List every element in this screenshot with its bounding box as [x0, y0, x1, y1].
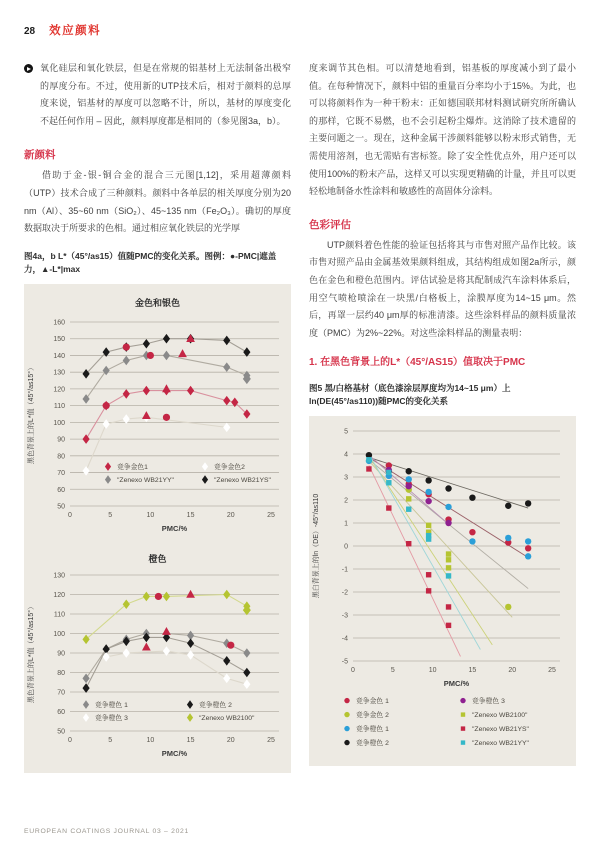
- svg-text:70: 70: [57, 469, 65, 477]
- svg-text:"Zenexo WB2100": "Zenexo WB2100": [472, 712, 528, 720]
- svg-text:PMC/%: PMC/%: [161, 748, 188, 758]
- svg-text:-3: -3: [341, 612, 348, 620]
- svg-text:100: 100: [53, 630, 65, 638]
- svg-text:5: 5: [390, 667, 395, 675]
- new-pigments-paragraph: 借助于金-银-铜合金的混合三元图[1,12]，采用超薄颜料（UTP）技术合成了三种颜料。颜料中各单层的相关厚度分别为20 nm（Al）、35~60 nm（SiO₂）、45~135 nm（Fe₂O₃）。确切的厚度数据取决于所要求的色相。通过相应氧化铁层的光学厚: [24, 170, 291, 234]
- continuation-paragraph: 度来调节其色相。可以清楚地看到，铝基板的厚度减小到了最小值。在每种情况下，颜料中铝的重量百分率均小于15%。为此，也可以将颜料作为一种干粉末：正如德国联邦材料测试研究所所确认的那样，它既不易燃，也不会引起粉尘爆炸。这消除了技术遗留的主要问题之一。现在，这种金属干涉颜料能够以粉末形式销售，无需使用溶剂，也无需贴有害标签。除了安全性优点外，用户还可以使用100%的粉末产品，这样又可以实现更精确的计量，并且可以更轻松地制备水性涂料和敏感性的高固体分涂料。: [309, 63, 576, 197]
- figure5-box: [309, 416, 576, 766]
- orange-chart-title: 橙色: [148, 553, 167, 564]
- figure4-caption: 图4a，b L*（45°/as15）值随PMC的变化关系。图例：●-PMC|遮盖力，▲-L*|max: [24, 250, 277, 274]
- svg-text:"Zenexo WB21YY": "Zenexo WB21YY": [117, 476, 174, 484]
- svg-text:0: 0: [344, 543, 348, 551]
- svg-text:竞争橙色 2: 竞争橙色 2: [356, 740, 389, 748]
- svg-text:竞争橙色 3: 竞争橙色 3: [95, 714, 128, 722]
- section-title: 效应颜料: [49, 25, 102, 37]
- svg-text:50: 50: [57, 728, 65, 736]
- svg-text:120: 120: [53, 591, 65, 599]
- svg-text:2: 2: [344, 497, 348, 505]
- svg-text:20: 20: [226, 736, 235, 744]
- svg-text:-1: -1: [341, 566, 348, 574]
- svg-text:5: 5: [108, 736, 113, 744]
- svg-text:竞争橙色 1: 竞争橙色 1: [356, 726, 389, 734]
- orange-chart: [24, 567, 291, 765]
- svg-text:90: 90: [57, 650, 65, 658]
- page-header: [24, 22, 101, 38]
- svg-text:60: 60: [57, 486, 65, 494]
- svg-text:10: 10: [146, 511, 155, 519]
- svg-text:110: 110: [53, 402, 65, 410]
- svg-text:160: 160: [53, 319, 65, 327]
- svg-text:0: 0: [68, 736, 72, 744]
- svg-text:竞争橙色 1: 竞争橙色 1: [95, 701, 128, 709]
- lead-paragraph-text: 氧化硅层和氧化铁层，但是在常规的铝基材上无法制备出极窄的厚度分布。不过，使用新的UTP技术后，相对于颜料的总厚度来说，铝基材的厚度可以忽略不计，所以，基材的厚度变化不起任何作用 – 因此，颜料厚度都是相同的（参见图3a，b）。: [40, 63, 291, 126]
- svg-text:竞争橙色 2: 竞争橙色 2: [199, 701, 232, 709]
- svg-text:25: 25: [548, 667, 556, 675]
- svg-text:80: 80: [57, 453, 65, 461]
- svg-text:25: 25: [267, 511, 275, 519]
- svg-text:1: 1: [344, 520, 348, 528]
- svg-text:90: 90: [57, 436, 65, 444]
- gold-silver-chart-title: 金色和银色: [134, 297, 180, 308]
- svg-text:130: 130: [53, 572, 65, 580]
- svg-text:PMC/%: PMC/%: [443, 679, 470, 689]
- svg-text:"Zenexo WB21YY": "Zenexo WB21YY": [472, 740, 529, 748]
- svg-text:PMC/%: PMC/%: [161, 523, 188, 533]
- svg-text:20: 20: [226, 511, 235, 519]
- svg-text:50: 50: [57, 503, 65, 511]
- svg-text:竞争金色 2: 竞争金色 2: [356, 712, 389, 720]
- journal-footer: EUROPEAN COATINGS JOURNAL 03 – 2021: [24, 828, 190, 835]
- subheading-black-background: 1. 在黑色背景上的L*（45°/AS15）值取决于PMC: [309, 357, 526, 369]
- fig5-chart: [309, 419, 576, 765]
- svg-text:黑色背景上的L*值（45°/as15°）: 黑色背景上的L*值（45°/as15°）: [28, 602, 35, 703]
- svg-text:10: 10: [428, 667, 437, 675]
- svg-text:15: 15: [468, 667, 477, 675]
- svg-text:"Zenexo WB2100": "Zenexo WB2100": [199, 714, 255, 722]
- lead-paragraph: [24, 60, 291, 130]
- svg-text:140: 140: [53, 352, 65, 360]
- svg-text:竞争金色 1: 竞争金色 1: [356, 698, 389, 706]
- svg-text:10: 10: [146, 736, 155, 744]
- svg-text:0: 0: [68, 511, 72, 519]
- svg-text:0: 0: [351, 667, 355, 675]
- page-number: 28: [24, 26, 36, 37]
- svg-text:15: 15: [186, 511, 195, 519]
- svg-text:130: 130: [53, 369, 65, 377]
- svg-text:70: 70: [57, 689, 65, 697]
- figure4-box: [24, 284, 291, 773]
- svg-text:黑白背景上的ln（DE）-45°/as110: 黑白背景上的ln（DE）-45°/as110: [313, 494, 320, 599]
- svg-text:100: 100: [53, 419, 65, 427]
- svg-text:黑色背景上的L*值（45°/as15°）: 黑色背景上的L*值（45°/as15°）: [28, 363, 35, 464]
- heading-new-pigments: 新颜料: [24, 149, 56, 162]
- svg-text:竞争金色1: 竞争金色1: [117, 463, 148, 471]
- figure5-caption: 图5 黑/白格基材（底色漆涂层厚度均为14~15 μm）上ln(DE(45°/as110))随PMC的变化关系: [309, 383, 511, 407]
- svg-text:80: 80: [57, 669, 65, 677]
- svg-text:3: 3: [344, 474, 348, 482]
- svg-text:110: 110: [53, 611, 65, 619]
- svg-text:竞争橙色 3: 竞争橙色 3: [472, 698, 505, 706]
- svg-text:-2: -2: [341, 589, 348, 597]
- svg-text:25: 25: [267, 736, 275, 744]
- gold-silver-chart: [24, 312, 291, 540]
- color-evaluation-paragraph: UTP颜料着色性能的验证包括将其与市售对照产品作比较。该市售对照产品由金属基效果颜料组成，其结构组成如图2a所示，颜色在金色和橙色范围内。评估试验是将其配制成汽车涂料体系后，用空气喷枪喷涂在一块黑/白格板上，涂膜厚度为14~15 μm。然后，再罩一层约40 μm厚的标准清漆。这些涂料样品的颜料质量浓度（PMC）为2%~22%。对这些涂料样品的测量表明：: [309, 239, 576, 338]
- continuation-arrow-icon: [24, 64, 33, 73]
- svg-text:150: 150: [53, 335, 65, 343]
- svg-text:5: 5: [344, 428, 348, 436]
- svg-text:4: 4: [344, 451, 348, 459]
- svg-text:15: 15: [186, 736, 195, 744]
- right-column: [309, 60, 576, 766]
- svg-text:120: 120: [53, 386, 65, 394]
- svg-text:-5: -5: [341, 658, 348, 666]
- svg-text:5: 5: [108, 511, 113, 519]
- fig5-chart-svg: [309, 419, 576, 765]
- svg-text:"Zenexo WB21YS": "Zenexo WB21YS": [214, 476, 271, 484]
- gold-silver-chart-svg: [24, 312, 291, 540]
- svg-text:20: 20: [508, 667, 517, 675]
- svg-text:60: 60: [57, 708, 65, 716]
- svg-text:"Zenexo WB21YS": "Zenexo WB21YS": [472, 726, 529, 734]
- svg-text:-4: -4: [341, 635, 348, 643]
- svg-text:竞争金色2: 竞争金色2: [214, 463, 245, 471]
- heading-color-evaluation: 色彩评估: [309, 218, 351, 231]
- orange-chart-svg: [24, 567, 291, 765]
- left-column: [24, 60, 291, 773]
